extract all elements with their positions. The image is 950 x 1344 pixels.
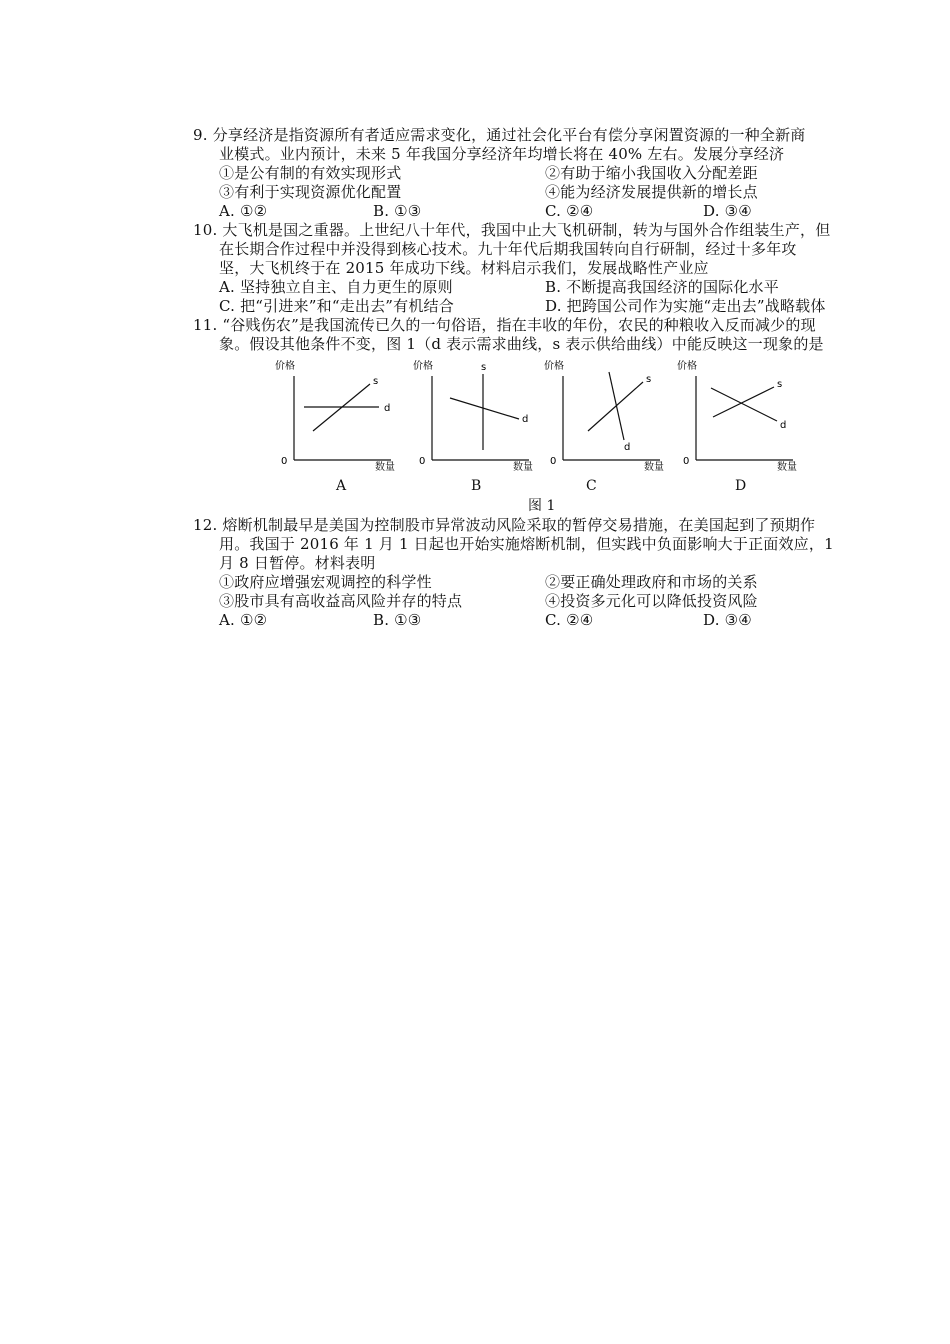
q12-item-2: ②要正确处理政府和市场的关系 (545, 573, 758, 591)
supply-label: s (646, 374, 652, 385)
q12-stem-line3: 月 8 日暂停。材料表明 (219, 554, 376, 572)
q9-stem-line2: 业模式。业内预计，未来 5 年我国分享经济年均增长将在 40% 左右。发展分享经济 (219, 145, 785, 163)
figure-caption: 图 1 (528, 498, 556, 514)
panel-b-graph (413, 360, 531, 472)
panel-c-label: C (586, 478, 597, 494)
q9-item-2: ②有助于缩小我国收入分配差距 (545, 164, 758, 182)
q12-option-b: B. ①③ (373, 611, 422, 629)
q9-option-d: D. ③④ (703, 202, 752, 220)
demand-label: d (384, 403, 391, 414)
q12-option-d: D. ③④ (703, 611, 752, 629)
demand-label: d (624, 442, 631, 453)
panel-a-graph (275, 360, 393, 472)
q9-option-a: A. ①② (219, 202, 268, 220)
q12-stem-line1: 12. 熔断机制最早是美国为控制股市异常波动风险采取的暂停交易措施，在美国起到了预期作 (193, 516, 816, 534)
q9-item-3: ③有利于实现资源优化配置 (219, 183, 402, 201)
q12-item-4: ④投资多元化可以降低投资风险 (545, 592, 758, 610)
supply-label: s (481, 362, 487, 373)
q9-item-4: ④能为经济发展提供新的增长点 (545, 183, 758, 201)
q12-option-c: C. ②④ (545, 611, 594, 629)
demand-label: d (780, 420, 787, 431)
panel-b-label: B (471, 478, 482, 494)
q12-item-1: ①政府应增强宏观调控的科学性 (219, 573, 432, 591)
figure-panel-a (275, 360, 393, 472)
panel-d-graph (677, 360, 795, 472)
x-axis-label: 数量 (375, 462, 395, 473)
demand-curve (609, 372, 624, 440)
x-axis-label: 数量 (644, 462, 664, 473)
y-axis-label: 价格 (677, 361, 697, 372)
figure-panel-d (677, 360, 795, 472)
q10-option-c: C. 把“引进来”和“走出去”有机结合 (219, 297, 454, 315)
q9-item-1: ①是公有制的有效实现形式 (219, 164, 402, 182)
y-axis-label: 价格 (275, 361, 295, 372)
origin-label: 0 (281, 456, 288, 467)
q10-option-d: D. 把跨国公司作为实施“走出去”战略载体 (545, 297, 826, 315)
figure-panel-b (413, 360, 531, 472)
origin-label: 0 (419, 456, 426, 467)
q10-option-b: B. 不断提高我国经济的国际化水平 (545, 278, 779, 296)
q10-stem-line3: 坚，大飞机终于在 2015 年成功下线。材料启示我们，发展战略性产业应 (219, 259, 709, 277)
q9-stem-line1: 9. 分享经济是指资源所有者适应需求变化，通过社会化平台有偿分享闲置资源的一种全新商 (193, 126, 806, 144)
demand-label: d (522, 414, 529, 425)
y-axis-label: 价格 (544, 361, 564, 372)
x-axis-label: 数量 (777, 462, 797, 473)
figure-panel-c (544, 360, 662, 472)
supply-curve (713, 387, 774, 417)
demand-curve (450, 398, 519, 419)
q10-stem-line1: 10. 大飞机是国之重器。上世纪八十年代，我国中止大飞机研制，转为与国外合作组装生产，但 (193, 221, 831, 239)
q9-option-c: C. ②④ (545, 202, 594, 220)
demand-curve (711, 388, 777, 421)
q11-stem-line1: 11. “谷贱伤农”是我国流传已久的一句俗语，指在丰收的年份，农民的种粮收入反而减少的现 (193, 316, 816, 334)
q10-option-a: A. 坚持独立自主、自力更生的原则 (219, 278, 453, 296)
q10-stem-line2: 在长期合作过程中并没得到核心技术。九十年代后期我国转向自行研制，经过十多年攻 (219, 240, 797, 258)
panel-a-label: A (336, 478, 347, 494)
q12-item-3: ③股市具有高收益高风险并存的特点 (219, 592, 463, 610)
q11-stem-line2: 象。假设其他条件不变，图 1（d 表示需求曲线，s 表示供给曲线）中能反映这一现象的是 (219, 335, 824, 353)
supply-curve (588, 382, 643, 431)
q12-option-a: A. ①② (219, 611, 268, 629)
y-axis-label: 价格 (413, 361, 433, 372)
q9-option-b: B. ①③ (373, 202, 422, 220)
panel-d-label: D (735, 478, 747, 494)
supply-label: s (373, 376, 379, 387)
origin-label: 0 (550, 456, 557, 467)
panel-c-graph (544, 360, 662, 472)
x-axis-label: 数量 (513, 462, 533, 473)
q12-stem-line2: 用。我国于 2016 年 1 月 1 日起也开始实施熔断机制，但实践中负面影响大于正面效应，1 (219, 535, 834, 553)
origin-label: 0 (683, 456, 690, 467)
supply-label: s (777, 379, 783, 390)
